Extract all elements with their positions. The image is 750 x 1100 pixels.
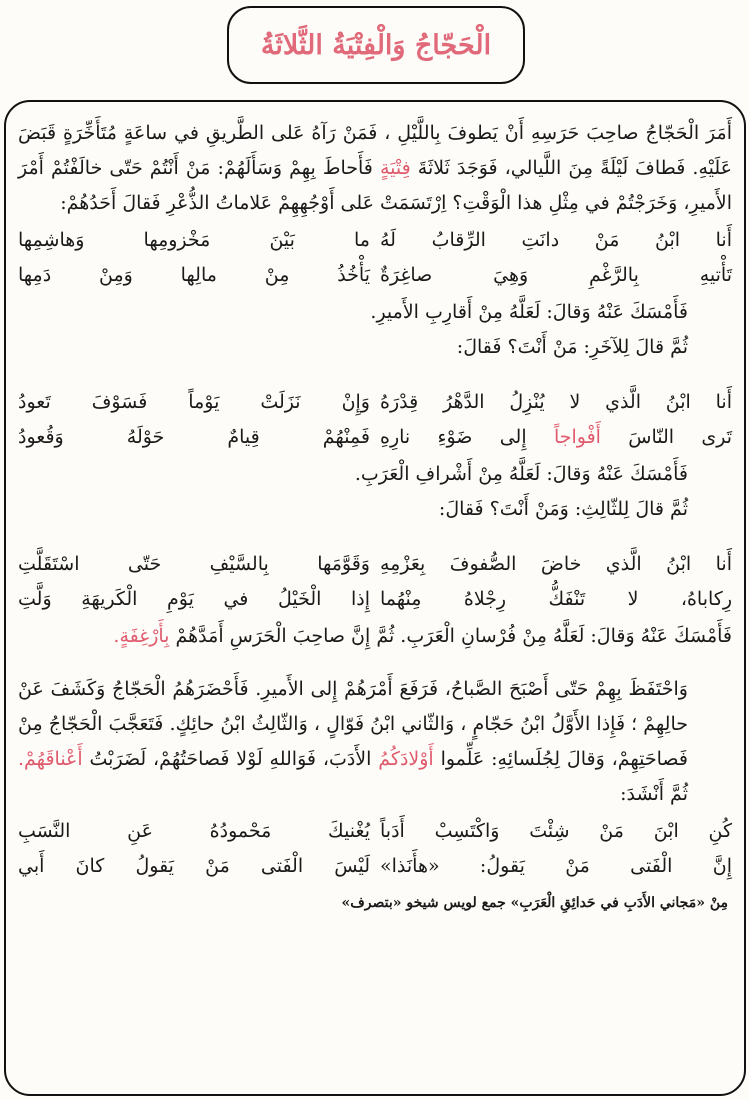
source-attribution: مِنْ «مَجاني الأَدَبِ في حَدائِقِ الْعَرَبِ» جمع لويس شيخو «بتصرف»	[341, 895, 728, 911]
poem-closing	[18, 814, 732, 884]
hemistich-right: إِنَّ الْفَتى مَنْ يَقولُ: «هأَنَذا»	[380, 855, 732, 877]
hemistich-left: إِذا الْخَيْلُ في يَوْمِ الْكَريهَةِ وَلَّتِ	[18, 588, 370, 610]
spacer	[18, 365, 732, 383]
after-third-text: فَأَمْسَكَ عَنْهُ وَقالَ: لَعَلَّهُ مِنْ فُرْسانِ الْعَرَبِ. ثُمَّ إِنَّ صاحِبَ الْحَرَسِ أَمَدَّهُمْ	[175, 625, 732, 647]
spacer	[18, 654, 732, 672]
verse	[18, 258, 732, 293]
hemistich-left: ما بَيْنَ مَخْزومِها وَهاشِمِها	[18, 229, 370, 251]
story-content	[18, 116, 732, 1084]
spacer	[18, 527, 732, 545]
page-title: الْحَجّاجُ وَالْفِتْيَةُ الثَّلاثَةُ	[260, 29, 492, 61]
highlight-word: بِأَرْغِفَةٍ.	[113, 625, 170, 647]
intro-text-c: فَأَحاطَ بِهِمْ وَسَأَلَهُمْ: مَنْ أَنْتُمْ حَتّى خالَفْتُمْ أَمْرَ الأَميرِ، وَخَرَجْتُمْ في مِثْلِ هذا الْوَقْتِ؟ اِرْتَسَمَتْ عَلى أَوْجُهِهِمْ عَلاماتُ الذُّعْرِ فَقالَ أَحَدُهُمْ:	[18, 157, 732, 214]
morning-text-e: ثُمَّ أَنْشَدَ:	[620, 783, 688, 805]
hemistich-part: تَرى النّاسَ	[628, 426, 732, 448]
after-third-paragraph	[18, 619, 732, 654]
hemistich-left: وَإِنْ نَزَلَتْ يَوْماً فَسَوْفَ تَعودُ	[18, 391, 370, 413]
story-frame	[4, 100, 746, 1096]
verse	[18, 547, 732, 582]
hemistich-left: يُغْنيكَ مَحْمودُهُ عَنِ النَّسَبِ	[18, 820, 370, 842]
hemistich-part: إِلى ضَوْءِ نارِهِ	[380, 426, 527, 448]
title-box	[227, 6, 525, 84]
hemistich-right: رِكاباهُ، لا تَنْفَكُّ رِجْلاهُ مِنْهُما	[380, 588, 732, 610]
hemistich-right: كُنِ ابْنَ مَنْ شِئْتَ وَاكْتَسِبْ أَدَباً	[380, 820, 732, 842]
verse	[18, 223, 732, 258]
ask-line: ثُمَّ قالَ لِلثّالِثِ: وَمَنْ أَنْتَ؟ فَقالَ:	[438, 498, 688, 520]
verse	[18, 385, 732, 420]
hemistich-right: أَنا ابْنُ الَّذي خاضَ الصُّفوفَ بِعَزْمِهِ	[380, 553, 732, 575]
intro-text-a: أَمَرَ الْحَجّاجُ صاحِبَ حَرَسِهِ أَنْ يَطوفَ بِاللَّيْلِ ، فَمَنْ رَآهُ عَلى الطَّريقِ في ساعَةٍ مُتَأَخِّرَةٍ قَبَضَ عَلَيْهِ. فَطافَ لَيْلَةً مِنَ اللَّيالي، فَوَجَدَ ثَلاثَةَ	[18, 122, 733, 179]
intro-paragraph	[18, 116, 732, 221]
poem-third-youth	[18, 547, 732, 617]
morning-text-a: وَاحْتَفَظَ بِهِمْ حَتّى أَصْبَحَ الصَّباحُ، فَرَفَعَ أَمْرَهُمْ إِلى الأَميرِ. فَأَحْضَرَهُمُ الْحَجّاجُ وَكَشَفَ عَنْ حالِهِمْ ؛ فَإِذا الأَوَّلُ ابْنُ حَجّامٍ ، وَالثّاني ابْنُ فَوّالٍ ، وَالثّالِثُ ابْنُ حائِكٍ. فَتَعَجَّبَ الْحَجّاجُ مِنْ فَصاحَتِهِمْ، وَقالَ لِجُلَسائِهِ: عَلِّموا	[18, 678, 688, 770]
hemistich-right: أَنا ابْنُ الَّذي لا يُنْزِلُ الدَّهْرُ قِدْرَهُ	[380, 391, 732, 413]
ask-line: ثُمَّ قالَ لِلآخَرِ: مَنْ أَنْتَ؟ فَقالَ:	[456, 336, 688, 358]
hemistich-left: وَقَوَّمَها بِالسَّيْفِ حَتّى اسْتَقَلَّتِ	[18, 553, 370, 575]
highlight-word: فِتْيَةٍ	[379, 157, 411, 179]
hemistich-right: تَأْتيهِ بِالرَّغْمِ وَهِيَ صاغِرَةٌ	[380, 264, 732, 286]
verse	[18, 582, 732, 617]
verse	[18, 814, 732, 849]
highlight-word: أَوْلادَكُمُ	[378, 748, 434, 770]
reply-line: فَأَمْسَكَ عَنْهُ وَقالَ: لَعَلَّهُ مِنْ أَقارِبِ الأَميرِ.	[370, 301, 688, 323]
hemistich-right	[380, 420, 732, 455]
poem-second-youth	[18, 385, 732, 455]
verse	[18, 420, 732, 455]
hemistich-right: أَنا ابْنُ مَنْ دانَتِ الرِّقابُ لَهُ	[380, 229, 732, 251]
highlight-word: أَعْناقَهُمْ.	[18, 748, 83, 770]
morning-paragraph	[18, 672, 732, 812]
verse	[18, 849, 732, 884]
reply-line: فَأَمْسَكَ عَنْهُ وَقالَ: لَعَلَّهُ مِنْ أَشْرافِ الْعَرَبِ.	[354, 463, 688, 485]
highlight-word: أَفْواجاً	[553, 426, 601, 448]
hemistich-left: يَأْخُذُ مِنْ مالِها وَمِنْ دَمِها	[18, 264, 370, 286]
poem-first-youth	[18, 223, 732, 293]
hemistich-left: فَمِنْهُمْ قِيامٌ حَوْلَهُ وَقُعودُ	[18, 426, 370, 448]
hemistich-left: لَيْسَ الْفَتى مَنْ يَقولُ كانَ أَبي	[18, 855, 370, 877]
morning-text-c: الأَدَبَ، فَوَاللهِ لَوْلا فَصاحَتُهُمْ، لَضَرَبْتُ	[89, 748, 372, 770]
